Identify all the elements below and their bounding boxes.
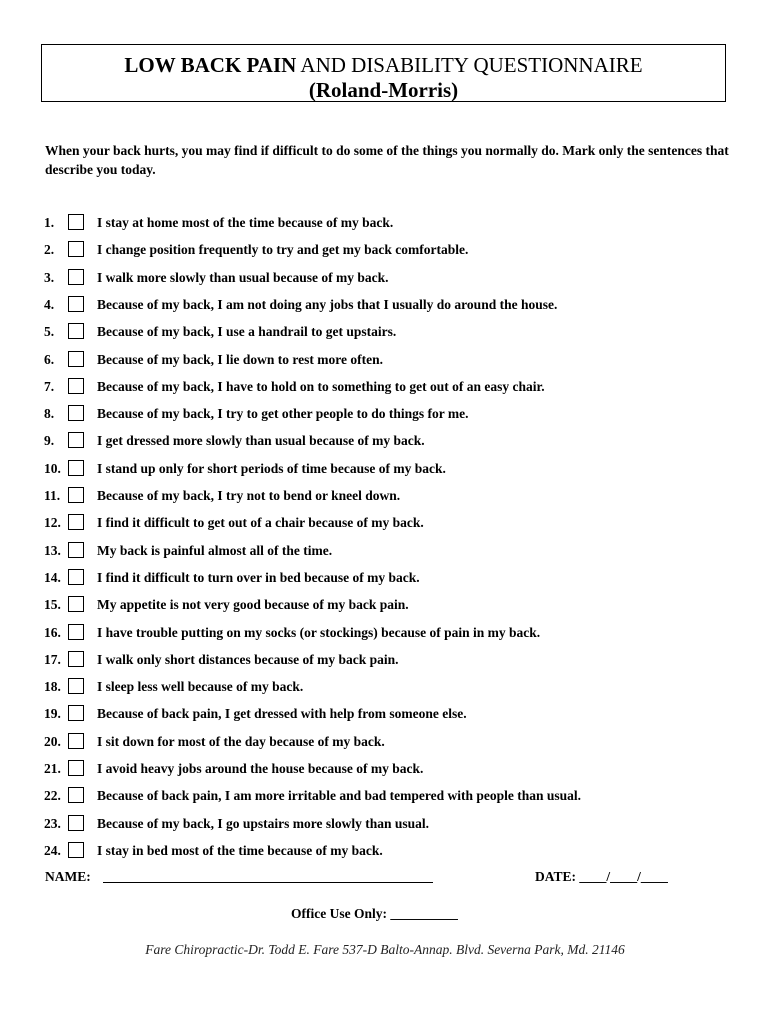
item-text: Because of my back, I use a handrail to get upstairs. xyxy=(97,324,397,340)
list-item xyxy=(0,732,770,752)
item-number: 10. xyxy=(44,460,61,476)
instructions: When your back hurts, you may find if difficult to do some of the things you normally do. Mark only the sentences that describe you today. xyxy=(45,143,729,177)
list-item xyxy=(0,431,770,451)
item-text: I walk more slowly than usual because of my back. xyxy=(97,269,389,285)
item-number: 17. xyxy=(44,651,61,667)
item-number: 12. xyxy=(44,515,61,531)
item-number: 8. xyxy=(44,406,55,422)
item-text: Because of my back, I try not to bend or kneel down. xyxy=(97,488,401,503)
list-item xyxy=(0,541,770,561)
footer-address: Fare Chiropractic-Dr. Todd E. Fare 537-D Balto-Annap. Blvd. Severna Park, Md. 21146 xyxy=(145,942,625,957)
item-text: I get dressed more slowly than usual because of my back. xyxy=(97,433,425,449)
item-number: 2. xyxy=(44,242,55,258)
item-checkbox[interactable] xyxy=(68,269,84,285)
item-number: 3. xyxy=(44,269,55,285)
item-checkbox[interactable] xyxy=(68,296,84,312)
item-text: I sleep less well because of my back. xyxy=(97,679,304,695)
item-checkbox[interactable] xyxy=(68,241,84,257)
item-checkbox[interactable] xyxy=(68,323,84,339)
list-item xyxy=(0,841,770,861)
item-checkbox[interactable] xyxy=(68,514,84,530)
item-checkbox[interactable] xyxy=(68,624,84,640)
list-item xyxy=(0,814,770,834)
item-checkbox[interactable] xyxy=(68,487,84,503)
item-checkbox[interactable] xyxy=(68,678,84,694)
item-checkbox[interactable] xyxy=(68,596,84,612)
list-item xyxy=(0,677,770,697)
list-item xyxy=(0,759,770,779)
item-checkbox[interactable] xyxy=(68,569,84,585)
list-item xyxy=(0,704,770,724)
item-text: I find it difficult to turn over in bed because of my back. xyxy=(97,569,420,585)
item-text: Because of back pain, I get dressed with help from someone else. xyxy=(97,706,467,722)
item-number: 19. xyxy=(44,706,61,722)
item-text: I have trouble putting on my socks (or stockings) because of pain in my back. xyxy=(97,624,541,640)
item-checkbox[interactable] xyxy=(68,460,84,476)
list-item xyxy=(0,322,770,342)
item-text: I avoid heavy jobs around the house because of my back. xyxy=(97,761,424,776)
item-text: Because of my back, I try to get other people to do things for me. xyxy=(97,406,469,422)
item-number: 4. xyxy=(44,296,55,312)
office-use-field: Office Use Only: __________ xyxy=(291,906,458,921)
list-item xyxy=(0,377,770,397)
item-text: I stay in bed most of the time because of my back. xyxy=(97,842,383,858)
item-text: Because of my back, I lie down to rest more often. xyxy=(97,351,383,367)
item-text: I find it difficult to get out of a chair because of my back. xyxy=(97,515,424,531)
item-number: 24. xyxy=(44,842,61,858)
list-item xyxy=(0,459,770,479)
item-number: 15. xyxy=(44,597,61,613)
item-text: Because of back pain, I am more irritable and bad tempered with people than usual. xyxy=(97,788,582,804)
item-number: 9. xyxy=(44,433,55,449)
item-number: 14. xyxy=(44,569,61,585)
item-checkbox[interactable] xyxy=(68,405,84,421)
item-number: 11. xyxy=(44,488,61,503)
item-number: 18. xyxy=(44,679,61,695)
item-text: Because of my back, I have to hold on to something to get out of an easy chair. xyxy=(97,378,545,394)
document-title xyxy=(42,53,725,77)
date-field[interactable]: DATE: ____/____/____ xyxy=(535,869,668,884)
item-text: My appetite is not very good because of my back pain. xyxy=(97,597,409,613)
name-label: NAME: xyxy=(45,869,91,884)
item-checkbox[interactable] xyxy=(68,432,84,448)
name-field[interactable] xyxy=(103,882,433,883)
item-checkbox[interactable] xyxy=(68,351,84,367)
item-number: 23. xyxy=(44,815,61,831)
item-text: I stand up only for short periods of time because of my back. xyxy=(97,460,446,476)
item-number: 6. xyxy=(44,351,55,367)
item-text: Because of my back, I go upstairs more slowly than usual. xyxy=(97,815,430,831)
document-subtitle: (Roland-Morris) xyxy=(308,78,459,102)
item-text: My back is painful almost all of the time. xyxy=(97,542,333,558)
item-text: I walk only short distances because of my back pain. xyxy=(97,651,399,667)
title-box xyxy=(41,44,726,102)
item-number: 13. xyxy=(44,542,61,558)
item-checkbox[interactable] xyxy=(68,815,84,831)
item-number: 21. xyxy=(44,761,61,776)
item-text: I stay at home most of the time because of my back. xyxy=(97,215,394,230)
list-item xyxy=(0,623,770,643)
list-item xyxy=(0,568,770,588)
list-item xyxy=(0,350,770,370)
item-text: I sit down for most of the day because of my back. xyxy=(97,733,385,749)
list-item xyxy=(0,213,770,233)
item-text: Because of my back, I am not doing any jobs that I usually do around the house. xyxy=(97,296,558,312)
item-number: 20. xyxy=(44,733,61,749)
list-item xyxy=(0,595,770,615)
item-number: 5. xyxy=(44,324,55,340)
list-item xyxy=(0,486,770,506)
item-checkbox[interactable] xyxy=(68,378,84,394)
title-rest-part: AND DISABILITY QUESTIONNAIRE xyxy=(296,53,643,77)
list-item xyxy=(0,268,770,288)
list-item xyxy=(0,513,770,533)
item-text: I change position frequently to try and get my back comfortable. xyxy=(97,242,469,258)
list-item xyxy=(0,786,770,806)
item-number: 7. xyxy=(44,378,55,394)
item-number: 16. xyxy=(44,624,61,640)
item-checkbox[interactable] xyxy=(68,214,84,230)
item-checkbox[interactable] xyxy=(68,842,84,858)
item-checkbox[interactable] xyxy=(68,760,84,776)
item-checkbox[interactable] xyxy=(68,651,84,667)
list-item xyxy=(0,650,770,670)
item-number: 22. xyxy=(44,788,61,804)
item-checkbox[interactable] xyxy=(68,787,84,803)
item-checkbox[interactable] xyxy=(68,733,84,749)
list-item xyxy=(0,404,770,424)
list-item xyxy=(0,295,770,315)
item-checkbox[interactable] xyxy=(68,705,84,721)
title-bold-part: LOW BACK PAIN xyxy=(124,53,297,77)
item-number: 1. xyxy=(44,215,55,230)
list-item xyxy=(0,240,770,260)
item-checkbox[interactable] xyxy=(68,542,84,558)
